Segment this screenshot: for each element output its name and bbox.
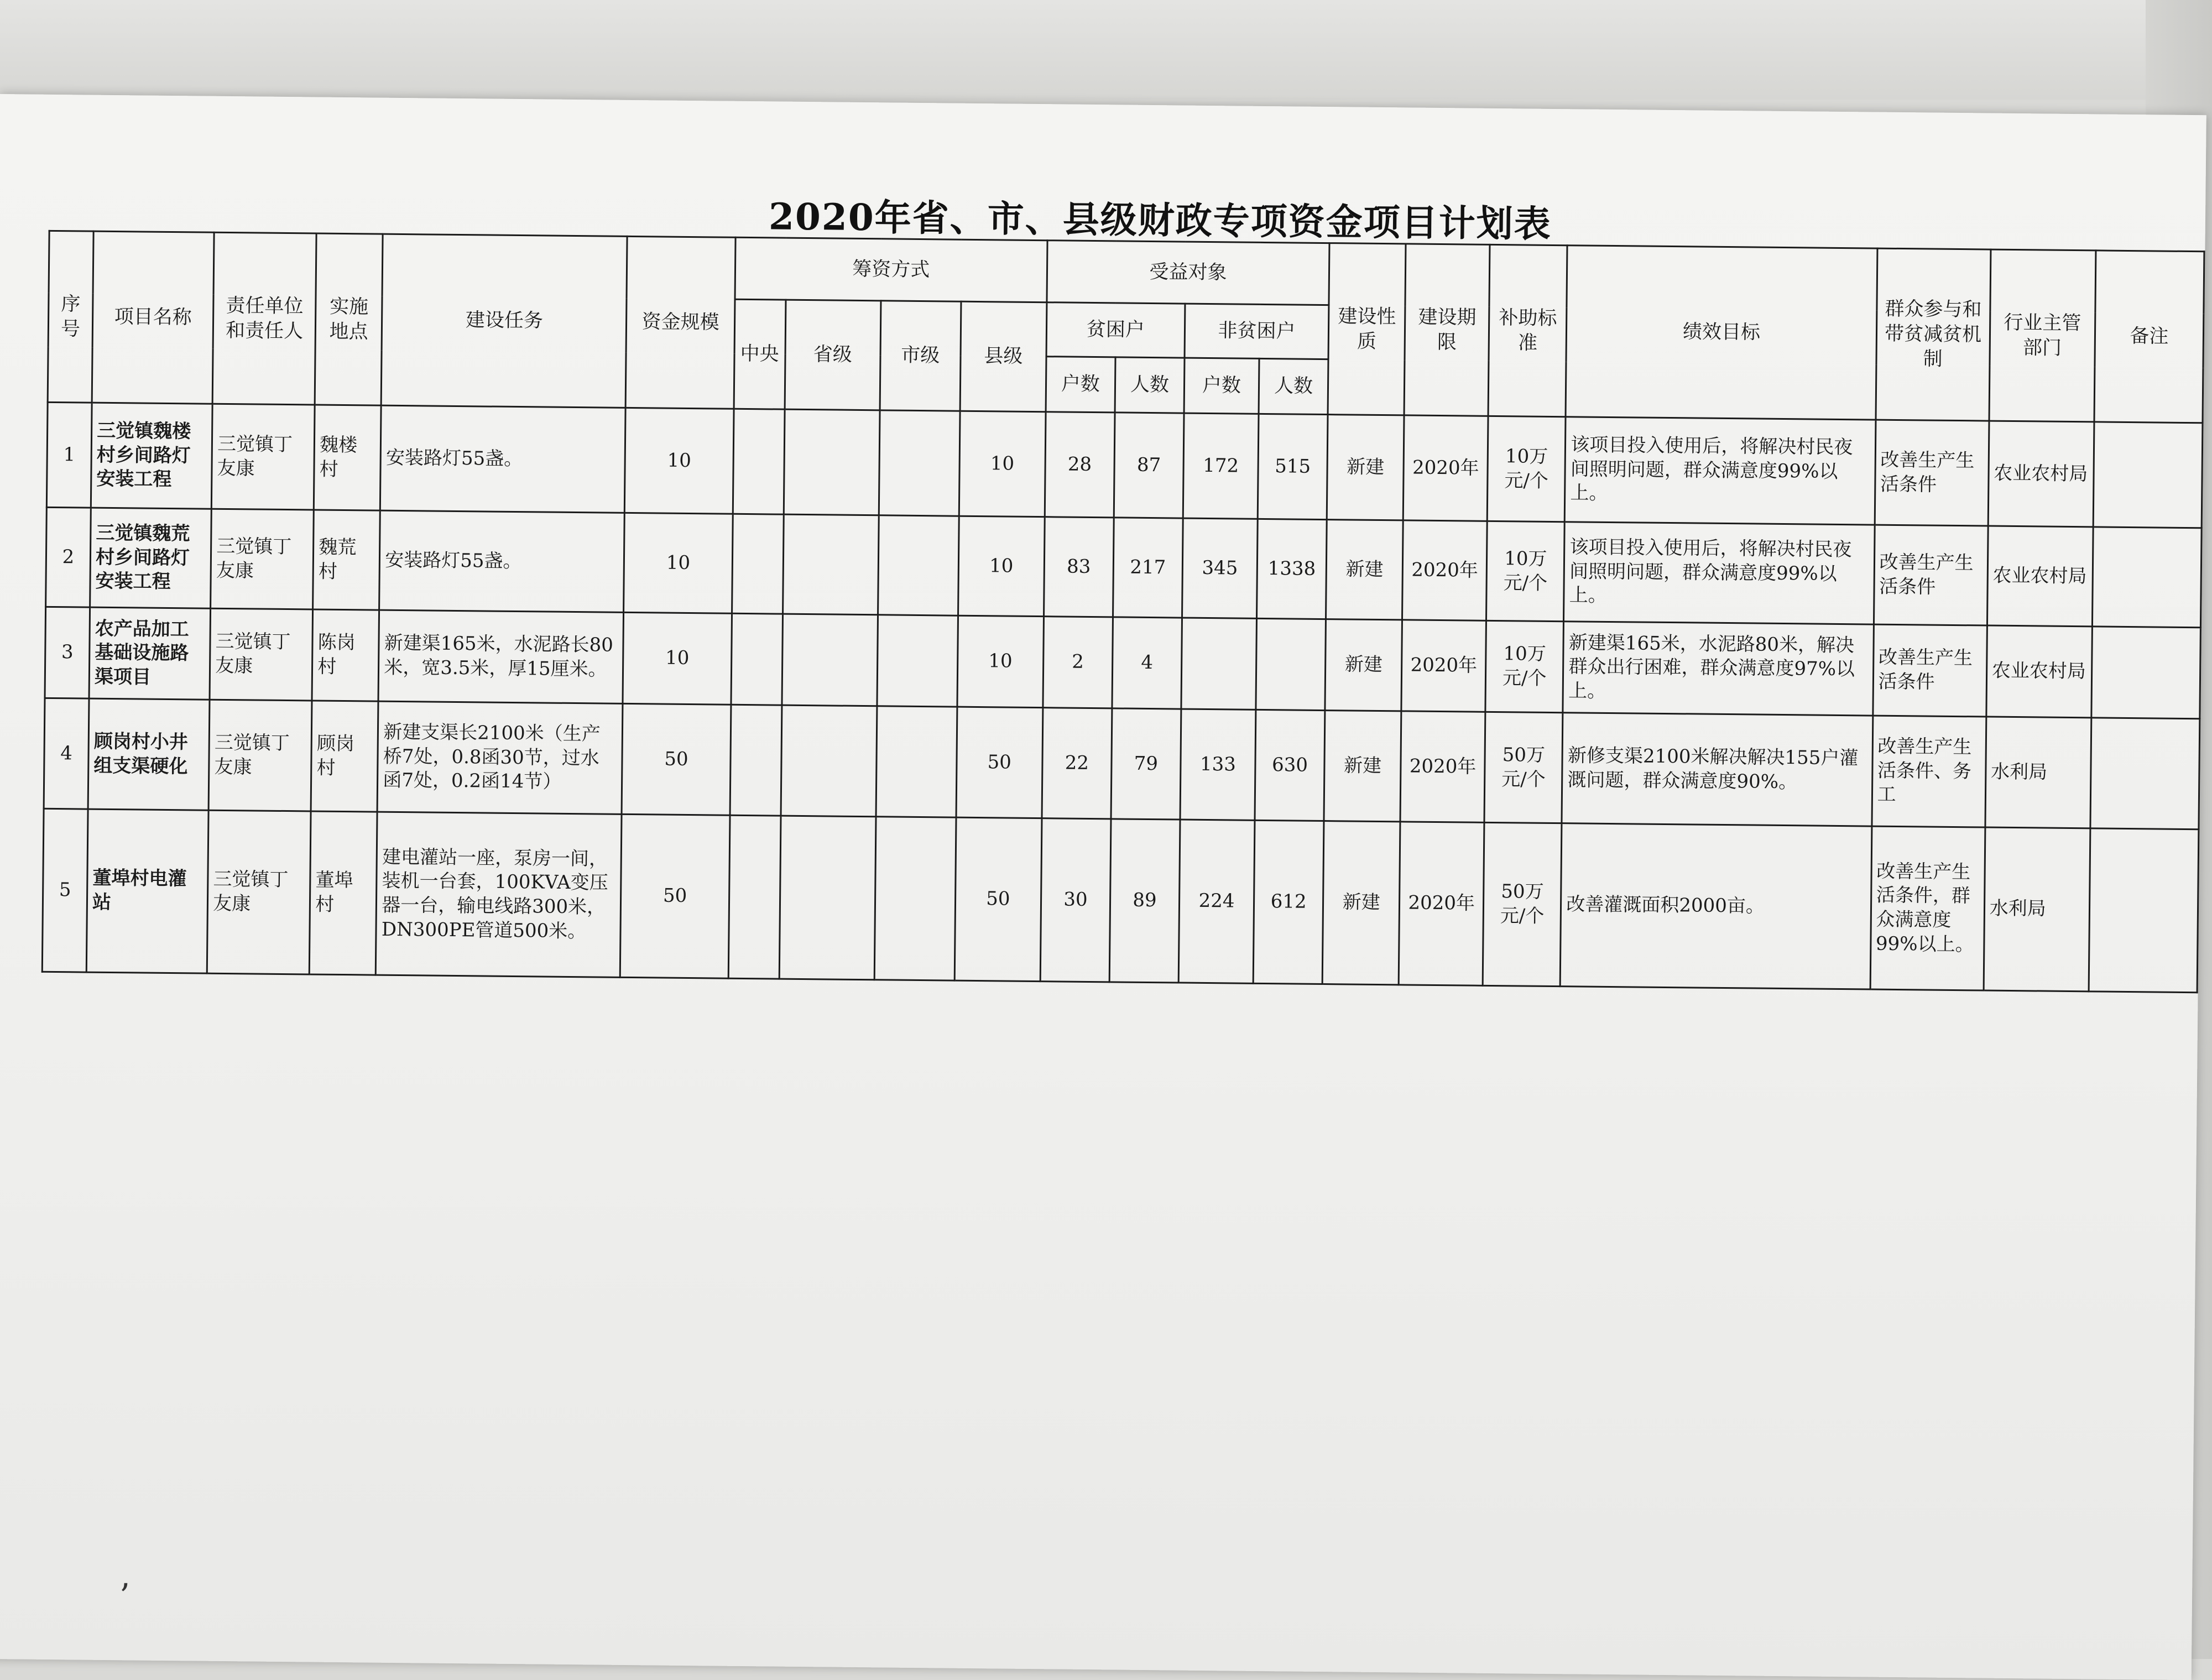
header-central: 中央 — [734, 299, 786, 409]
cell-mechanism: 改善生产生活条件 — [1874, 525, 1988, 625]
cell-remark — [2089, 828, 2199, 993]
cell-period: 2020年 — [1399, 822, 1484, 985]
header-poor-persons: 人数 — [1115, 357, 1185, 413]
header-nature: 建设性质 — [1328, 243, 1406, 415]
cell-mechanism: 改善生产生活条件 — [1875, 420, 1989, 526]
header-nonpoor-persons: 人数 — [1259, 358, 1328, 414]
cell-poor-households: 22 — [1042, 708, 1112, 819]
header-provincial: 省级 — [785, 300, 881, 410]
cell-fund-scale: 10 — [625, 408, 734, 514]
cell-location: 魏楼村 — [314, 405, 382, 510]
cell-municipal — [879, 410, 960, 516]
cell-poor-households: 83 — [1044, 517, 1114, 617]
cell-task: 安装路灯55盏。 — [380, 405, 626, 513]
cell-project-name: 董埠村电灌站 — [86, 809, 208, 973]
cell-seq: 4 — [44, 698, 89, 809]
cell-subsidy: 10万元/个 — [1487, 416, 1566, 521]
cell-nature: 新建 — [1326, 520, 1404, 620]
header-location: 实施地点 — [315, 233, 383, 405]
cell-municipal — [876, 706, 957, 817]
cell-period: 2020年 — [1400, 711, 1485, 822]
cell-nonpoor-households — [1181, 618, 1257, 709]
cell-responsible: 三觉镇丁友康 — [211, 404, 315, 510]
cell-project-name: 顾岗村小井组支渠硬化 — [88, 698, 210, 810]
cell-provincial — [781, 705, 877, 817]
cell-goal: 该项目投入使用后，将解决村民夜间照明问题，群众满意度99%以上。 — [1565, 417, 1876, 525]
paper-sheet — [0, 94, 2206, 1680]
header-non-poor: 非贫困户 — [1185, 304, 1329, 359]
cell-subsidy: 50万元/个 — [1483, 822, 1562, 986]
cell-municipal — [874, 817, 956, 980]
cell-central — [731, 613, 783, 705]
cell-nonpoor-households: 345 — [1182, 518, 1258, 618]
cell-provincial — [779, 816, 876, 980]
cell-fund-scale: 50 — [622, 703, 731, 815]
cell-remark — [2090, 718, 2200, 829]
cell-poor-persons: 217 — [1113, 518, 1183, 618]
header-beneficiaries: 受益对象 — [1047, 241, 1329, 305]
cell-seq: 2 — [46, 507, 91, 607]
cell-nonpoor-persons: 515 — [1258, 414, 1328, 519]
cell-nonpoor-households: 172 — [1183, 413, 1259, 519]
cell-county: 10 — [957, 615, 1044, 707]
cell-provincial — [784, 409, 880, 515]
cell-poor-households: 2 — [1043, 617, 1113, 708]
pen-mark: ʼ — [118, 1577, 129, 1616]
cell-fund-scale: 10 — [623, 612, 732, 705]
cell-period: 2020年 — [1402, 520, 1488, 620]
cell-task: 建电灌站一座，泵房一间，装机一台套，100KVA变压器一台，输电线路300米，DN300PE管道500米。 — [376, 812, 622, 977]
header-mechanism: 群众参与和带贫减贫机制 — [1876, 248, 1991, 421]
cell-goal: 改善灌溉面积2000亩。 — [1560, 823, 1871, 989]
cell-central — [728, 815, 781, 979]
header-task: 建设任务 — [381, 234, 627, 408]
cell-poor-households: 30 — [1040, 818, 1111, 982]
cell-responsible: 三觉镇丁友康 — [210, 608, 313, 701]
header-remark: 备注 — [2094, 251, 2204, 423]
cell-poor-persons: 79 — [1111, 708, 1181, 820]
cell-subsidy: 10万元/个 — [1486, 521, 1565, 621]
cell-nonpoor-persons: 630 — [1255, 709, 1325, 821]
cell-department: 农业农村局 — [1988, 421, 2094, 527]
cell-provincial — [782, 514, 879, 615]
cell-central — [730, 705, 782, 816]
table-row — [42, 808, 2199, 992]
cell-department: 农业农村局 — [1987, 526, 2093, 627]
cell-department: 水利局 — [1984, 827, 2090, 992]
cell-task: 安装路灯55盏。 — [379, 510, 625, 612]
cell-municipal — [878, 515, 959, 615]
cell-nonpoor-persons: 612 — [1253, 820, 1324, 984]
header-municipal: 市级 — [880, 301, 961, 411]
table-row — [44, 698, 2200, 829]
cell-seq: 3 — [45, 607, 90, 698]
cell-goal: 新修支渠2100米解决解决155户灌溉问题，群众满意度90%。 — [1562, 713, 1872, 826]
cell-seq: 1 — [46, 402, 92, 508]
cell-project-name: 农产品加工基础设施路渠项目 — [89, 607, 211, 700]
cell-remark — [2091, 627, 2201, 719]
cell-nonpoor-persons: 1338 — [1257, 519, 1327, 619]
header-poor: 贫困户 — [1046, 302, 1185, 358]
cell-fund-scale: 10 — [624, 513, 733, 613]
cell-responsible: 三觉镇丁友康 — [211, 509, 314, 609]
cell-responsible: 三觉镇丁友康 — [207, 810, 311, 974]
cell-project-name: 三觉镇魏荒村乡间路灯安装工程 — [90, 508, 212, 608]
header-county: 县级 — [960, 301, 1047, 411]
cell-goal: 该项目投入使用后，将解决村民夜间照明问题，群众满意度99%以上。 — [1564, 522, 1875, 624]
cell-task: 新建渠165米，水泥路长80米，宽3.5米，厚15厘米。 — [378, 610, 624, 703]
cell-nature: 新建 — [1322, 821, 1400, 985]
cell-nature: 新建 — [1327, 415, 1404, 520]
cell-provincial — [782, 614, 878, 706]
cell-responsible: 三觉镇丁友康 — [208, 700, 312, 811]
cell-nature: 新建 — [1324, 711, 1401, 822]
cell-remark — [2092, 527, 2201, 628]
header-poor-households: 户数 — [1046, 357, 1115, 413]
header-funding-method: 筹资方式 — [735, 237, 1047, 302]
table-row — [46, 402, 2203, 528]
cell-nature: 新建 — [1325, 619, 1402, 711]
cell-goal: 新建渠165米，水泥路80米，解决群众出行困难，群众满意度97%以上。 — [1563, 622, 1874, 716]
cell-poor-households: 28 — [1045, 412, 1115, 518]
document-title: 2020年省、市、县级财政专项资金项目计划表 — [768, 195, 1552, 246]
cell-location: 陈岗村 — [312, 609, 379, 701]
cell-fund-scale: 50 — [620, 814, 730, 978]
header-period: 建设期限 — [1404, 244, 1490, 416]
cell-seq: 5 — [42, 808, 88, 972]
cell-location: 顾岗村 — [311, 701, 378, 812]
project-plan-table — [41, 230, 2205, 993]
cell-central — [733, 409, 785, 514]
cell-mechanism: 改善生产生活条件、务工 — [1872, 716, 1986, 827]
cell-department: 水利局 — [1985, 717, 2091, 828]
cell-nonpoor-households: 224 — [1178, 820, 1255, 983]
header-subsidy: 补助标准 — [1488, 244, 1567, 416]
cell-remark — [2093, 422, 2203, 528]
cell-nonpoor-households: 133 — [1180, 709, 1256, 820]
cell-poor-persons: 4 — [1112, 617, 1182, 709]
header-seq: 序号 — [48, 231, 93, 403]
cell-county: 50 — [954, 817, 1042, 981]
header-responsible: 责任单位和责任人 — [212, 232, 316, 405]
header-goal: 绩效目标 — [1566, 246, 1877, 420]
cell-poor-persons: 89 — [1109, 819, 1180, 983]
cell-department: 农业农村局 — [1986, 625, 2093, 718]
cell-period: 2020年 — [1401, 620, 1486, 712]
cell-subsidy: 50万元/个 — [1484, 712, 1563, 823]
header-department: 行业主管部门 — [1989, 249, 2096, 422]
cell-mechanism: 改善生产生活条件，群众满意度99%以上。 — [1870, 826, 1985, 990]
header-fund-scale: 资金规模 — [626, 236, 735, 409]
cell-central — [732, 514, 784, 614]
cell-period: 2020年 — [1403, 415, 1488, 521]
header-nonpoor-households: 户数 — [1184, 358, 1259, 414]
cell-subsidy: 10万元/个 — [1485, 620, 1564, 712]
cell-county: 10 — [958, 516, 1045, 616]
cell-location: 董埠村 — [309, 811, 377, 975]
cell-task: 新建支渠长2100米（生产桥7处，0.8函30节，过水函7处，0.2函14节） — [377, 701, 623, 814]
cell-county: 10 — [959, 411, 1046, 516]
cell-location: 魏荒村 — [313, 510, 380, 610]
cell-municipal — [877, 615, 958, 707]
cell-poor-persons: 87 — [1114, 413, 1184, 518]
cell-mechanism: 改善生产生活条件 — [1872, 624, 1987, 717]
cell-project-name: 三觉镇魏楼村乡间路灯安装工程 — [91, 403, 212, 509]
cell-county: 50 — [956, 707, 1043, 818]
header-project-name: 项目名称 — [92, 231, 214, 404]
background-surface — [0, 0, 2212, 100]
cell-nonpoor-persons — [1256, 618, 1326, 710]
